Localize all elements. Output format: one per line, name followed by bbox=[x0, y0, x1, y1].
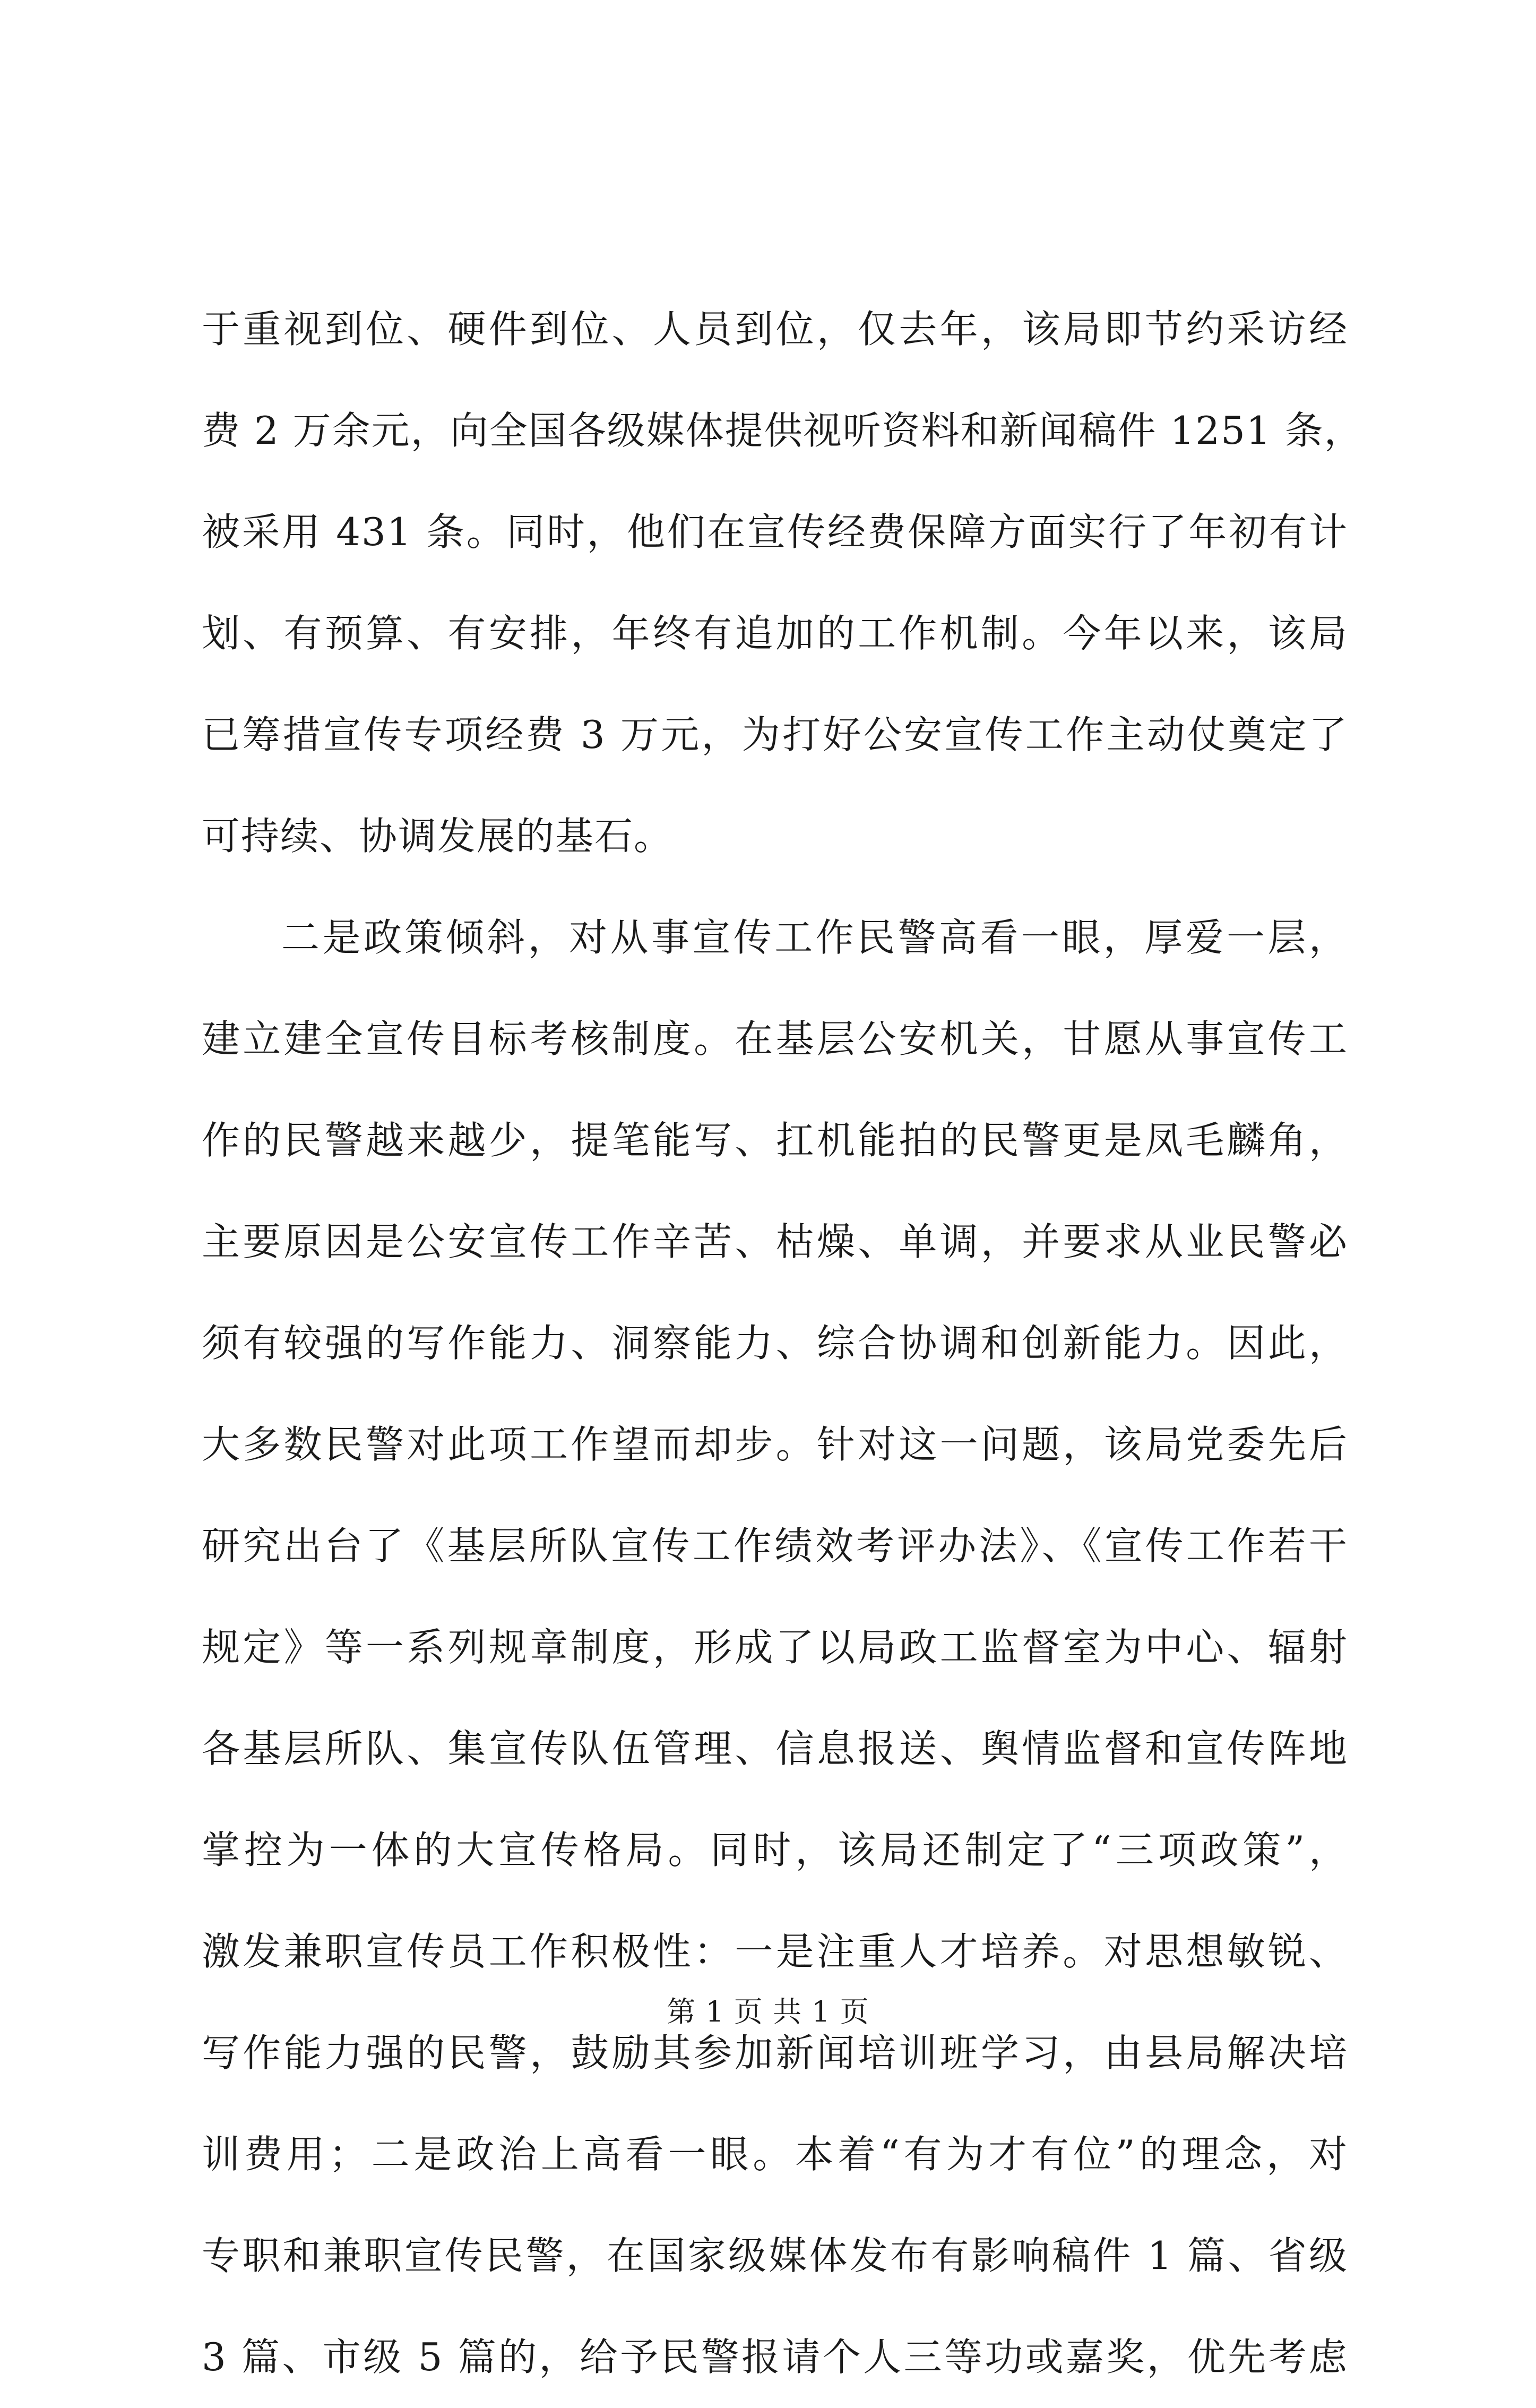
text-line: 作的民警越来越少，提笔能写、扛机能拍的民警更是凤毛麟角， bbox=[202, 1118, 1348, 1163]
text-line: 被采用 431 条。同时，他们在宣传经费保障方面实行了年初有计 bbox=[202, 510, 1348, 554]
text-line: 规定》等一系列规章制度，形成了以局政工监督室为中心、辐射 bbox=[202, 1625, 1348, 1670]
text-line: 费 2 万余元，向全国各级媒体提供视听资料和新闻稿件 1251 条， bbox=[202, 408, 1364, 453]
text-line: 建立建全宣传目标考核制度。在基层公安机关，甘愿从事宣传工 bbox=[202, 1017, 1348, 1061]
paragraph-1 bbox=[202, 279, 1364, 887]
text-line: 激发兼职宣传员工作积极性：一是注重人才培养。对思想敏锐、 bbox=[202, 1929, 1348, 1974]
text-line: 掌控为一体的大宣传格局。同时，该局还制定了“三项政策”， bbox=[202, 1828, 1348, 1872]
text-line: 3 篇、市级 5 篇的，给予民警报请个人三等功或嘉奖，优先考虑 bbox=[202, 2335, 1348, 2379]
text-line: 已筹措宣传专项经费 3 万元，为打好公安宣传工作主动仗奠定了 bbox=[202, 712, 1348, 757]
text-line: 训费用；二是政治上高看一眼。本着“有为才有位”的理念，对 bbox=[202, 2132, 1348, 2177]
text-line: 主要原因是公安宣传工作辛苦、枯燥、单调，并要求从业民警必 bbox=[202, 1219, 1348, 1264]
text-line: 须有较强的写作能力、洞察能力、综合协调和创新能力。因此， bbox=[202, 1321, 1348, 1365]
text-line: 二是政策倾斜，对从事宣传工作民警高看一眼，厚爱一层， bbox=[281, 915, 1348, 960]
text-line: 划、有预算、有安排，年终有追加的工作机制。今年以来，该局 bbox=[202, 611, 1348, 656]
text-line: 于重视到位、硬件到位、人员到位，仅去年，该局即节约采访经 bbox=[202, 307, 1348, 351]
page-number-footer: 第 1 页 共 1 页 bbox=[667, 1995, 869, 2028]
text-line: 大多数民警对此项工作望而却步。针对这一问题，该局党委先后 bbox=[202, 1422, 1348, 1467]
text-line: 研究出台了《基层所队宣传工作绩效考评办法》、《宣传工作若干 bbox=[202, 1524, 1348, 1568]
document-body bbox=[202, 279, 1364, 2408]
text-line: 各基层所队、集宣传队伍管理、信息报送、舆情监督和宣传阵地 bbox=[202, 1726, 1348, 1771]
text-line: 可持续、协调发展的基石。 bbox=[202, 814, 674, 858]
text-line: 写作能力强的民警，鼓励其参加新闻培训班学习，由县局解决培 bbox=[202, 2031, 1348, 2075]
text-line: 专职和兼职宣传民警，在国家级媒体发布有影响稿件 1 篇、省级 bbox=[202, 2233, 1348, 2278]
paragraph-2 bbox=[202, 887, 1348, 2408]
